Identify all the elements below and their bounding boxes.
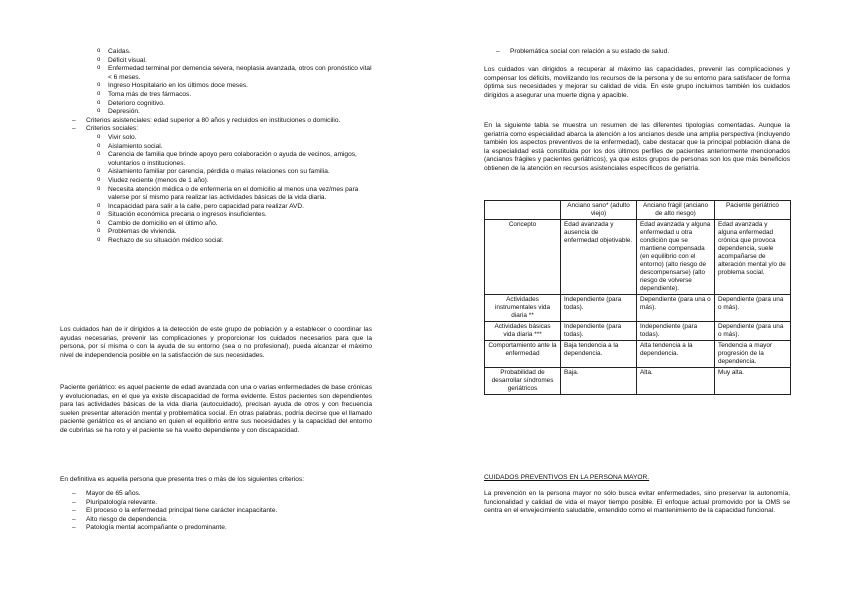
table-cell: Independiente (para todas). (561, 295, 637, 322)
table-header-cell: Anciano sano* (adulto viejo) (561, 201, 637, 220)
paragraph: Paciente geriátrico: es aquel paciente de edad avanzada con una o varias enfermedades de base crónicas y evolucionadas, en el que ya existe discapacidad de forma evidente. Estos pacientes son dependientes para las actividades básicas de la vida diaria (autocuidado), precisan ayuda de otros y con frecuencia suelen presentar alteración mental y problemática social. En otras palabras, podría decirse que el llamado paciente geriátrico es el anciano en quien el equilibrio entre sus necesidades y la capacidad del entorno de cubrirlas se ha roto y el paciente se ha vuelto dependiente y con discapacidad. (60, 384, 372, 434)
list-item: o Vivir solo. (60, 134, 372, 143)
list-item: – Patología mental acompañante o predominante. (60, 524, 372, 533)
typology-table (484, 200, 791, 395)
paragraph: En la siguiente tabla se muestra un resumen de las diferentes tipologías comentadas. Aunque la geriatría como especialidad abarca la atención a los ancianos desde una amplia perspectiva (incluyendo también los aspectos preventivos de la enfermedad), cabe destacar que la principal población diana de la especialidad está constituida por los dos últimos perfiles de pacientes anteriormente mencionados (ancianos frágiles y pacientes geriátricos), ya que estos grupos de personas son los que más beneficios obtienen de la atención en recursos asistenciales específicos de geriatría. (484, 122, 790, 172)
criteria-list (60, 117, 372, 134)
table-cell: Dependiente (para una o más). (715, 322, 791, 341)
paragraph: Los cuidados van dirigidos a recuperar al máximo las capacidades, prevenir las complicaciones y compensar los déficits, movilizando los recursos de la persona y de su entorno para satisfacer de forma óptima sus necesidades y mejorar su calidad de vida. En este grupo incluimos también los cuidados dirigidos a asegurar una muerte digna y apacible. (484, 66, 790, 99)
table-cell: Independiente (para todas). (561, 322, 637, 341)
table-row (485, 341, 791, 368)
table-cell: Tendencia a mayor progresión de la dependencia. (715, 341, 791, 368)
table-cell: Dependiente (para una o más). (715, 295, 791, 322)
list-item: o Depresión. (60, 108, 372, 117)
list-item: o Aislamiento familiar por carencia, pérdida o malas relaciones con su familia. (60, 168, 372, 177)
list-item: – Criterios sociales: (60, 125, 372, 134)
table-row-header: Comportamiento ante la enfermedad (485, 341, 561, 368)
list-item: o Cambio de domicilio en el último año. (60, 220, 372, 229)
table-cell: Baja. (561, 368, 637, 395)
social-bullet-list (60, 134, 372, 246)
table-row (485, 220, 791, 295)
list-item: o Situación económica precaria o ingresos insuficientes. (60, 211, 372, 220)
table-cell: Independiente (para todas). (637, 322, 715, 341)
top-bullet-list (484, 48, 790, 57)
list-item: o Rechazo de su situación médico social. (60, 237, 372, 246)
list-item: – Criterios asistenciales: edad superior a 80 años y recluidos en instituciones o domicilio. (60, 117, 372, 126)
list-item: o Carencia de familia que brinde apoyo pero colaboración o ayuda de vecinos, amigos, voluntarios o instituciones. (60, 151, 372, 168)
table-header-cell: Anciano frágil (anciano de alto riesgo) (637, 201, 715, 220)
table-row (485, 322, 791, 341)
paragraph: En definitiva es aquella persona que presenta tres o más de los siguientes criterios: (60, 476, 305, 483)
intro-list-block (60, 48, 372, 246)
list-item: o Incapacidad para salir a la calle, pero capacidad para realizar AVD. (60, 203, 372, 212)
intro-bullet-list (60, 48, 372, 117)
list-item: – Mayor de 65 años. (60, 490, 372, 499)
table-header-row (485, 201, 791, 220)
criteria-final-list (60, 490, 372, 533)
list-item: o Problemas de vivienda. (60, 228, 372, 237)
list-item: o Toma más de tres fármacos. (60, 91, 372, 100)
table-cell: Dependiente (para una o más). (637, 295, 715, 322)
paragraph: Los cuidados han de ir dirigidos a la detección de este grupo de población y a establecer o coordinar las ayudas necesarias, prevenir las complicaciones y proporcionar los cuidados necesarios para que la persona, por sí misma o con la ayuda de su entorno (sea o no profesional), pueda alcanzar el máximo nivel de independencia posible en la satisfacción de sus necesidades. (60, 326, 372, 359)
table-cell: Muy alta. (715, 368, 791, 395)
list-item: o Enfermedad terminal por demencia severa, neoplasia avanzada, otros con pronóstico vital < 6 meses. (60, 65, 372, 82)
table-cell: Edad avanzada y alguna enfermedad u otra condición que se mantiene compensada (en equilibrio con el entorno) (alto riesgo de descompensarse) (alto riesgo de volverse dependiente). (637, 220, 715, 295)
table-cell: Baja tendencia a la dependencia. (561, 341, 637, 368)
list-item: o Aislamiento social. (60, 143, 372, 152)
table-cell: Alta tendencia a la dependencia. (637, 341, 715, 368)
list-item: – Pluripatología relevante. (60, 499, 372, 508)
list-item: o Viudez reciente (menos de 1 año). (60, 177, 372, 186)
list-item: – Problemática social con relación a su estado de salud. (484, 48, 790, 57)
table-cell: Alta. (637, 368, 715, 395)
table-row-header: Actividades básicas vida diaria *** (485, 322, 561, 341)
table-row-header: Concepto (485, 220, 561, 295)
list-item: – Alto riesgo de dependencia. (60, 516, 372, 525)
section-heading: CUIDADOS PREVENTIVOS EN LA PERSONA MAYOR. (484, 474, 650, 481)
list-item: o Ingreso Hospitalario en los últimos doce meses. (60, 82, 372, 91)
list-item: o Deterioro cognitivo. (60, 100, 372, 109)
table-row-header: Probabilidad de desarrollar síndromes geriátricos (485, 368, 561, 395)
list-item: o Necesita atención médica o de enfermería en el domicilio al menos una vez/mes para valerse por sí mismo para realizar las actividades básicas de la vida diaria. (60, 186, 372, 203)
list-item: – El proceso o la enfermedad principal tiene carácter incapacitante. (60, 507, 372, 516)
typology-table-wrap (484, 200, 791, 395)
list-item: o Caídas. (60, 48, 372, 57)
table-header-cell: Paciente geriátrico (715, 201, 791, 220)
table-row (485, 368, 791, 395)
table-cell: Edad avanzada y ausencia de enfermedad objetivable. (561, 220, 637, 295)
table-row (485, 295, 791, 322)
table-cell: Edad avanzada y alguna enfermedad crónica que provoca dependencia, suele acompañarse de alteración mental y/o de problema social. (715, 220, 791, 295)
paragraph: La prevención en la persona mayor no sólo busca evitar enfermedades, sino preservar la autonomía, funcionalidad y calidad de vida el mayor tiempo posible. El enfoque actual promovido por la OMS se centra en el envejecimiento saludable, entendido como el mantenimiento de la capacidad funcional. (484, 490, 790, 515)
table-row-header: Actividades instrumentales vida diaria ** (485, 295, 561, 322)
list-item: o Déficit visual. (60, 57, 372, 66)
table-header-cell (485, 201, 561, 220)
